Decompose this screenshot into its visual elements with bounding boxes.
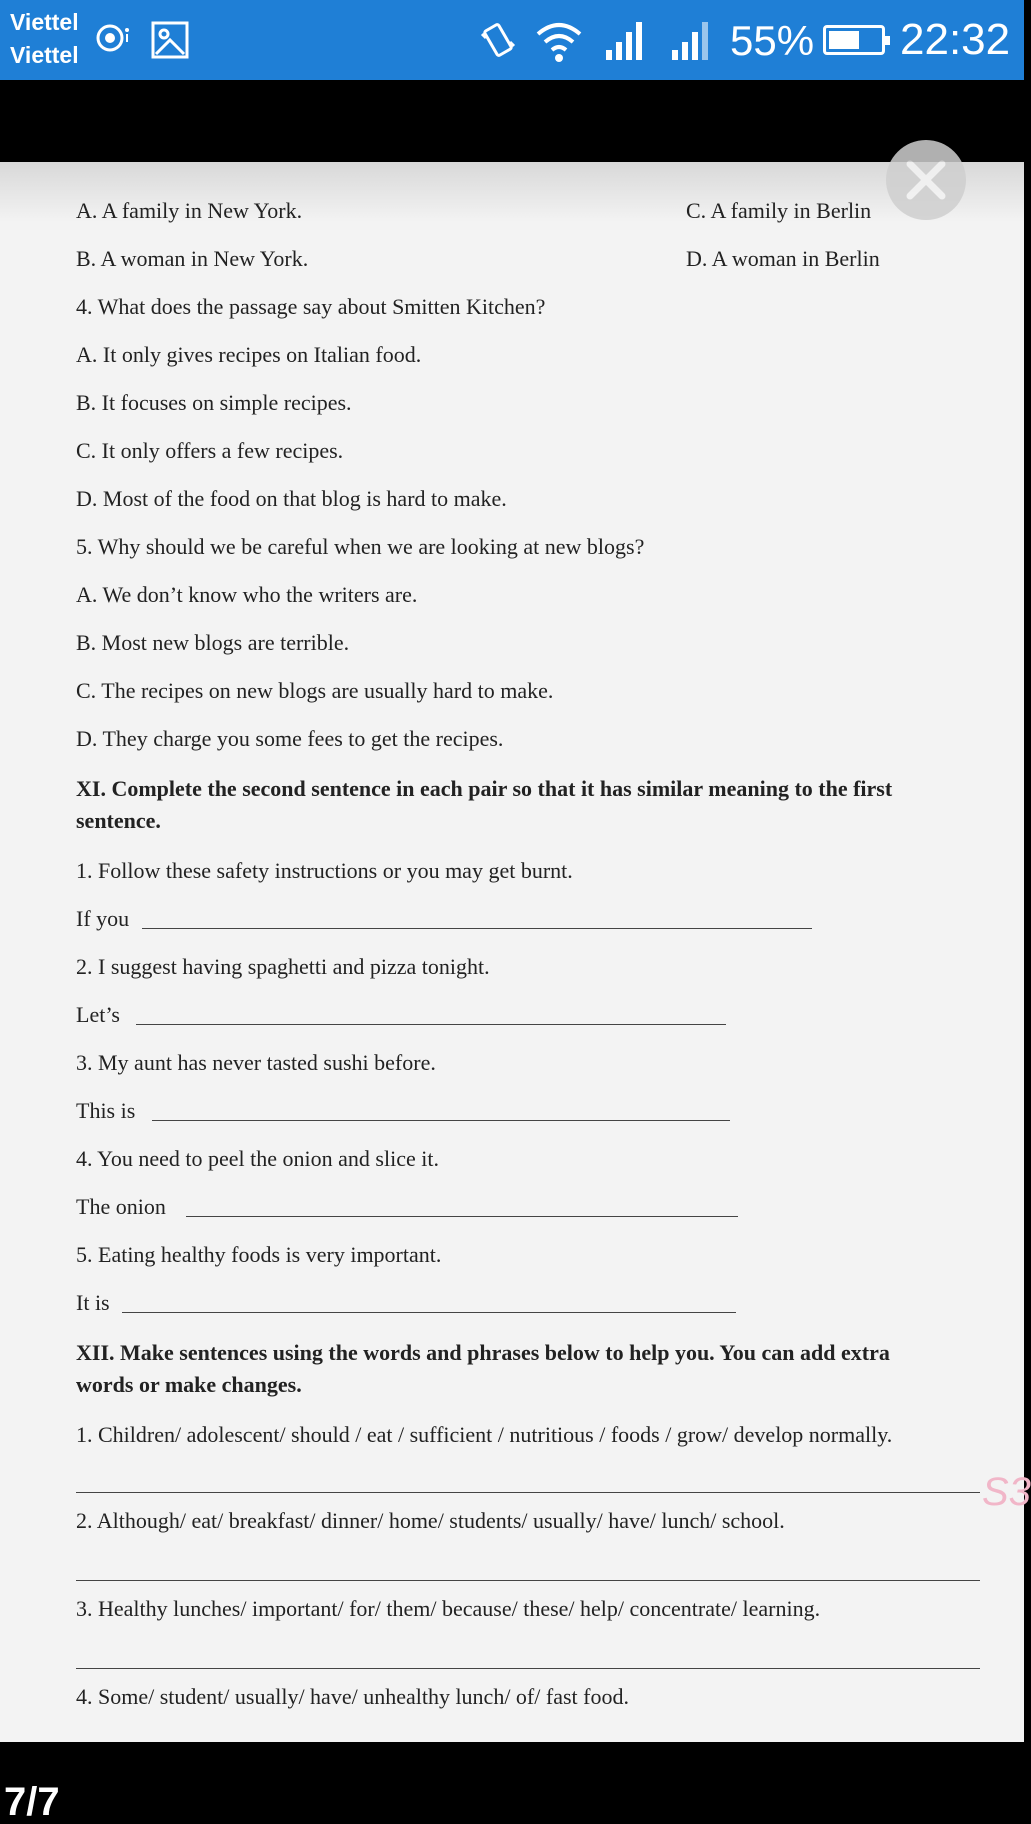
exercise-prompt: Let’s <box>76 1002 120 1027</box>
exercise-sentence: 1. Follow these safety instructions or you may get burnt. <box>76 858 573 883</box>
exercise-prompt: It is <box>76 1290 110 1315</box>
option-text: B. A woman in New York. <box>76 246 309 271</box>
location-icon <box>92 20 132 60</box>
answer-blank <box>76 1668 980 1669</box>
page-indicator: 7/7 <box>4 1780 60 1824</box>
close-button[interactable] <box>886 140 966 220</box>
viewer-top-band <box>0 80 1024 162</box>
exercise-sentence: 3. My aunt has never tasted sushi before. <box>76 1050 436 1075</box>
exercise-sentence: 4. You need to peel the onion and slice it. <box>76 1146 439 1171</box>
exercise-sentence: 1. Children/ adolescent/ should / eat / sufficient / nutritious / foods / grow/ develop normally. <box>76 1422 893 1447</box>
clock: 22:32 <box>900 15 1011 64</box>
option-text: D. Most of the food on that blog is hard to make. <box>76 486 507 511</box>
signal-icon <box>604 20 650 62</box>
watermark: S3 <box>982 1470 1031 1514</box>
exercise-sentence: 3. Healthy lunches/ important/ for/ them/ because/ these/ help/ concentrate/ learning. <box>76 1596 821 1621</box>
question-text: 4. What does the passage say about Smitten Kitchen? <box>76 294 546 319</box>
document-page[interactable] <box>0 162 1024 1742</box>
signal-icon <box>670 20 716 62</box>
option-text: D. A woman in Berlin <box>686 246 880 271</box>
close-icon <box>904 158 948 202</box>
carrier-1: Viettel <box>10 9 79 35</box>
carrier-labels <box>10 6 79 72</box>
answer-blank <box>136 1024 726 1025</box>
exercise-prompt: This is <box>76 1098 136 1123</box>
option-text: B. Most new blogs are terrible. <box>76 630 350 655</box>
viewer-bottom-band <box>0 1742 1024 1822</box>
battery-percent: 55% <box>730 17 815 64</box>
exercise-sentence: 2. Although/ eat/ breakfast/ dinner/ home/ students/ usually/ have/ lunch/ school. <box>76 1508 785 1533</box>
vibrate-icon <box>478 20 518 60</box>
option-text: A. It only gives recipes on Italian food. <box>76 342 422 367</box>
carrier-2: Viettel <box>10 42 79 68</box>
option-text: D. They charge you some fees to get the recipes. <box>76 726 504 751</box>
option-text: A. We don’t know who the writers are. <box>76 582 418 607</box>
battery-icon <box>823 25 885 55</box>
answer-blank <box>152 1120 730 1121</box>
answer-blank <box>142 928 812 929</box>
exercise-sentence: 4. Some/ student/ usually/ have/ unhealthy lunch/ of/ fast food. <box>76 1684 629 1709</box>
answer-blank <box>186 1216 738 1217</box>
answer-blank <box>122 1312 736 1313</box>
exercise-prompt: The onion <box>76 1194 166 1219</box>
image-icon <box>150 20 190 60</box>
option-text: B. It focuses on simple recipes. <box>76 390 352 415</box>
section-heading: sentence. <box>76 808 161 833</box>
option-text: A. A family in New York. <box>76 198 303 223</box>
answer-blank <box>76 1580 980 1581</box>
option-text: C. It only offers a few recipes. <box>76 438 344 463</box>
section-heading: words or make changes. <box>76 1372 302 1397</box>
wifi-icon <box>534 20 584 64</box>
answer-blank <box>76 1492 980 1493</box>
section-heading: XII. Make sentences using the words and phrases below to help you. You can add extra <box>76 1340 890 1365</box>
exercise-sentence: 5. Eating healthy foods is very important. <box>76 1242 442 1267</box>
exercise-sentence: 2. I suggest having spaghetti and pizza tonight. <box>76 954 490 979</box>
question-text: 5. Why should we be careful when we are looking at new blogs? <box>76 534 645 559</box>
option-text: C. The recipes on new blogs are usually hard to make. <box>76 678 554 703</box>
option-text: C. A family in Berlin <box>686 198 872 223</box>
exercise-prompt: If you <box>76 906 130 931</box>
status-bar <box>0 0 1024 80</box>
section-heading: XI. Complete the second sentence in each pair so that it has similar meaning to the first <box>76 776 893 801</box>
